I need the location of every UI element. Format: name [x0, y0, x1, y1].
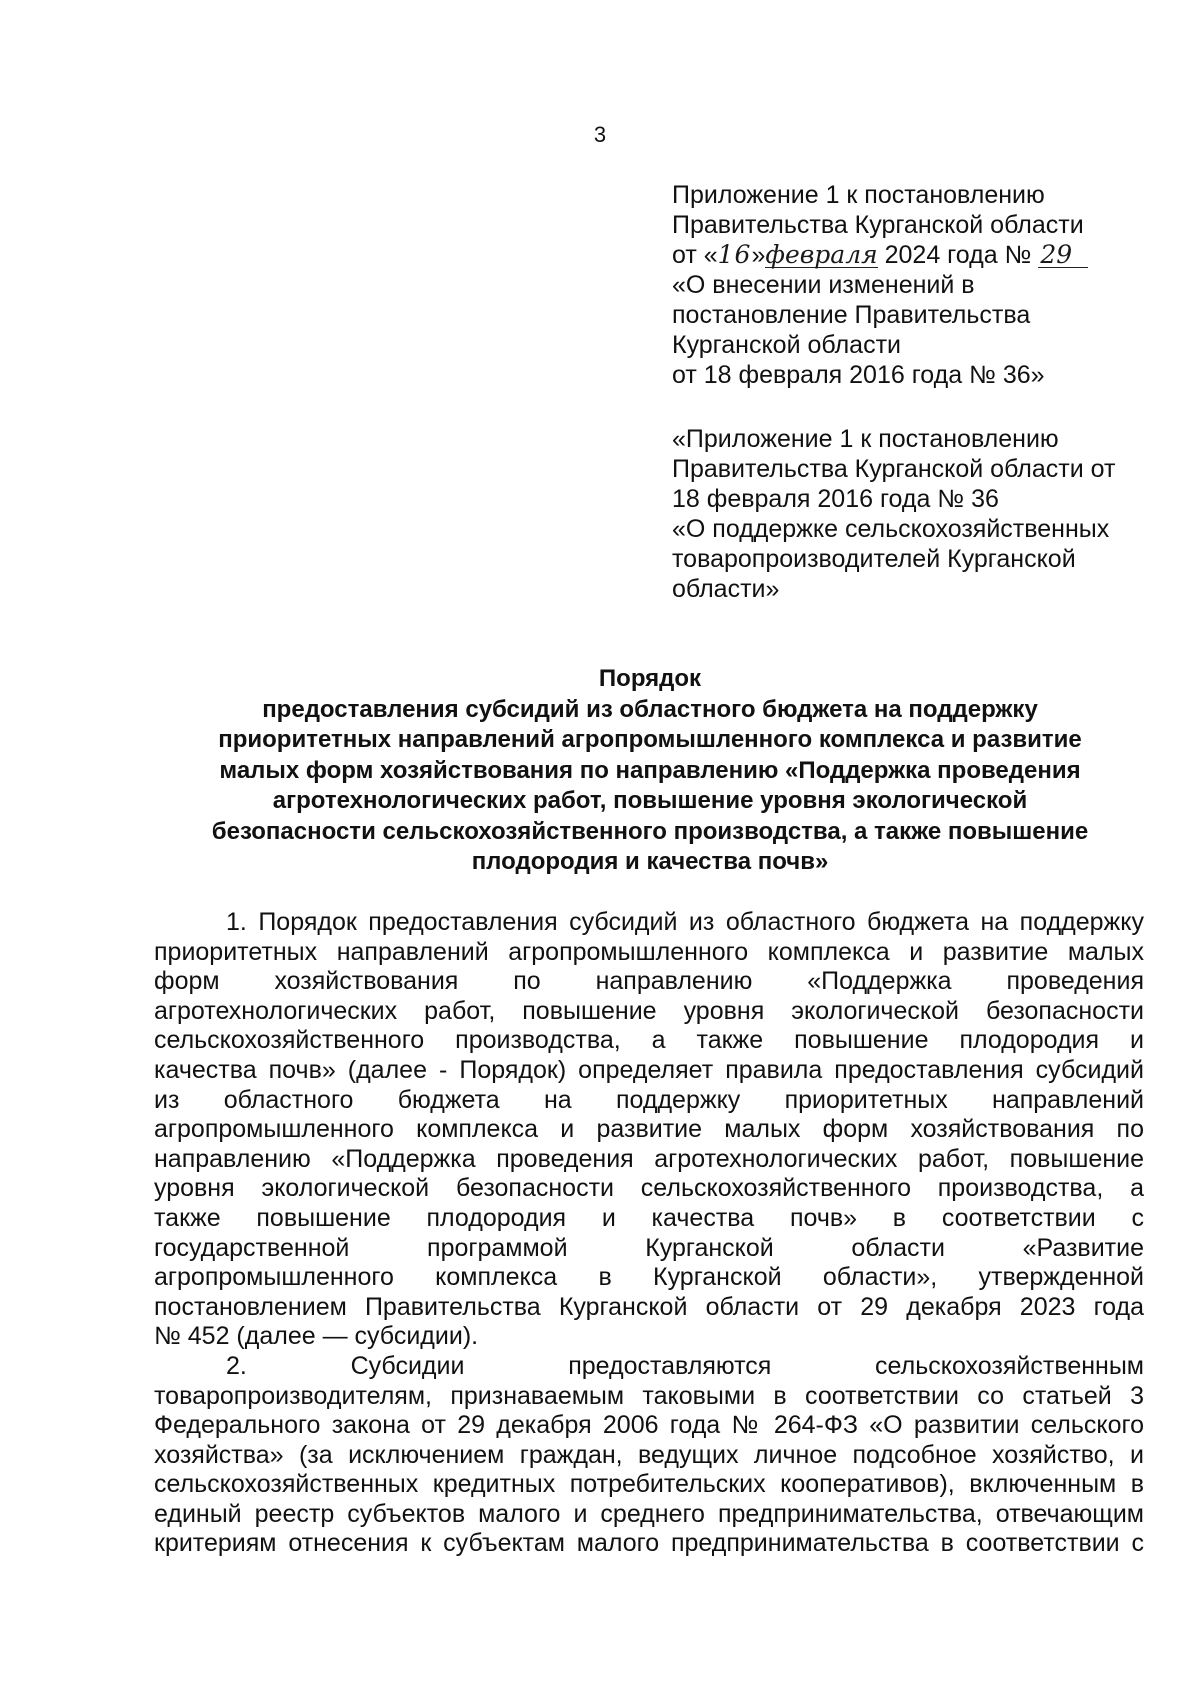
paragraph-2-line: сельскохозяйственных кредитных потребительских кооперативов), включенным в	[154, 1470, 1144, 1499]
paragraph-1-line: сельскохозяйственного производства, а также повышение плодородия и	[154, 1026, 1144, 1055]
title-line: приоритетных направлений агропромышленного комплекса и развитие	[218, 726, 1082, 753]
appendix-line: Курганской области	[672, 331, 902, 359]
document-body	[154, 908, 1144, 1559]
appendix-line: Приложение 1 к постановлению	[672, 181, 1045, 209]
paragraph-1-line: форм хозяйствования по направлению «Поддержка проведения	[154, 967, 1144, 996]
title-line: Порядок	[598, 665, 702, 692]
paragraph-1-line: агропромышленного комплекса в Курганской области», утвержденной	[154, 1263, 1144, 1292]
appendix-line: Правительства Курганской области	[672, 211, 1084, 239]
date-year: 2024 года №	[877, 241, 1039, 269]
paragraph-1-line: уровня экологической безопасности сельскохозяйственного производства, а	[154, 1174, 1144, 1203]
paragraph-1-line: постановлением Правительства Курганской области от 29 декабря 2023 года	[154, 1292, 1144, 1321]
document-title	[160, 664, 1140, 878]
paragraph-2-line: Федерального закона от 29 декабря 2006 года № 264-ФЗ «О развитии сельского	[154, 1411, 1144, 1440]
appendix-line: «О внесении изменений в	[672, 271, 975, 299]
title-line: плодородия и качества почв»	[471, 848, 829, 875]
paragraph-1-line: 1. Порядок предоставления субсидий из областного бюджета на поддержку	[226, 908, 1144, 936]
appendix-line: постановление Правительства	[672, 301, 1031, 329]
paragraph-1-line: направлению «Поддержка проведения агротехнологических работ, повышение	[154, 1144, 1144, 1173]
appendix-line: Правительства Курганской области от	[672, 455, 1116, 483]
paragraph-1-line: агропромышленного комплекса и развитие малых форм хозяйствования по	[154, 1115, 1144, 1144]
paragraph-2-line: 2. Субсидии предоставляются сельскохозяйственным	[226, 1351, 1144, 1380]
paragraph-1-line: № 452 (далее — субсидии).	[154, 1322, 479, 1351]
title-line: малых форм хозяйствования по направлению «Поддержка проведения	[219, 756, 1081, 784]
appendix-line: области»	[672, 575, 780, 603]
appendix-original	[672, 424, 1142, 604]
title-line: безопасности сельскохозяйственного производства, а также повышение	[211, 817, 1089, 845]
paragraph-1-line: приоритетных направлений агропромышленного комплекса и развитие малых	[154, 937, 1144, 966]
title-line: агротехнологических работ, повышение уровня экологической	[272, 787, 1028, 814]
date-prefix: от «	[672, 241, 718, 269]
appendix-line: 18 февраля 2016 года № 36	[672, 485, 999, 513]
date-quote-close: »	[751, 241, 766, 269]
appendix-line: «Приложение 1 к постановлению	[672, 425, 1059, 453]
handwritten-day: 16	[717, 240, 752, 269]
paragraph-2-line: критериям отнесения к субъектам малого предпринимательства в соответствии с	[154, 1529, 1144, 1558]
paragraph-1-line: государственной программой Курганской области «Развитие	[154, 1233, 1144, 1262]
paragraph-2-line: хозяйства» (за исключением граждан, ведущих личное подсобное хозяйство, и	[154, 1440, 1144, 1469]
paragraph-2-line: товаропроизводителям, признаваемым таковыми в соответствии со статьей 3	[154, 1381, 1144, 1410]
appendix-line: товаропроизводителей Курганской	[672, 545, 1076, 573]
paragraph-2-line: единый реестр субъектов малого и среднего предпринимательства, отвечающим	[154, 1499, 1144, 1528]
page-number: 3	[593, 122, 607, 147]
appendix-header	[672, 180, 1142, 390]
title-line: предоставления субсидий из областного бюджета на поддержку	[262, 695, 1038, 723]
paragraph-1-line: также повышение плодородия и качества почв» в соответствии с	[154, 1203, 1144, 1232]
handwritten-number: 29	[1038, 243, 1088, 268]
appendix-date-line	[672, 240, 1142, 270]
handwritten-month: февраля	[765, 240, 878, 269]
appendix-line: «О поддержке сельскохозяйственных	[672, 515, 1110, 543]
paragraph-1-line: из областного бюджета на поддержку приоритетных направлений	[154, 1085, 1144, 1114]
appendix-line: от 18 февраля 2016 года № 36»	[672, 361, 1045, 389]
paragraph-1-line: агротехнологических работ, повышение уровня экологической безопасности	[154, 996, 1144, 1025]
paragraph-1-line: качества почв» (далее - Порядок) определяет правила предоставления субсидий	[154, 1055, 1144, 1084]
